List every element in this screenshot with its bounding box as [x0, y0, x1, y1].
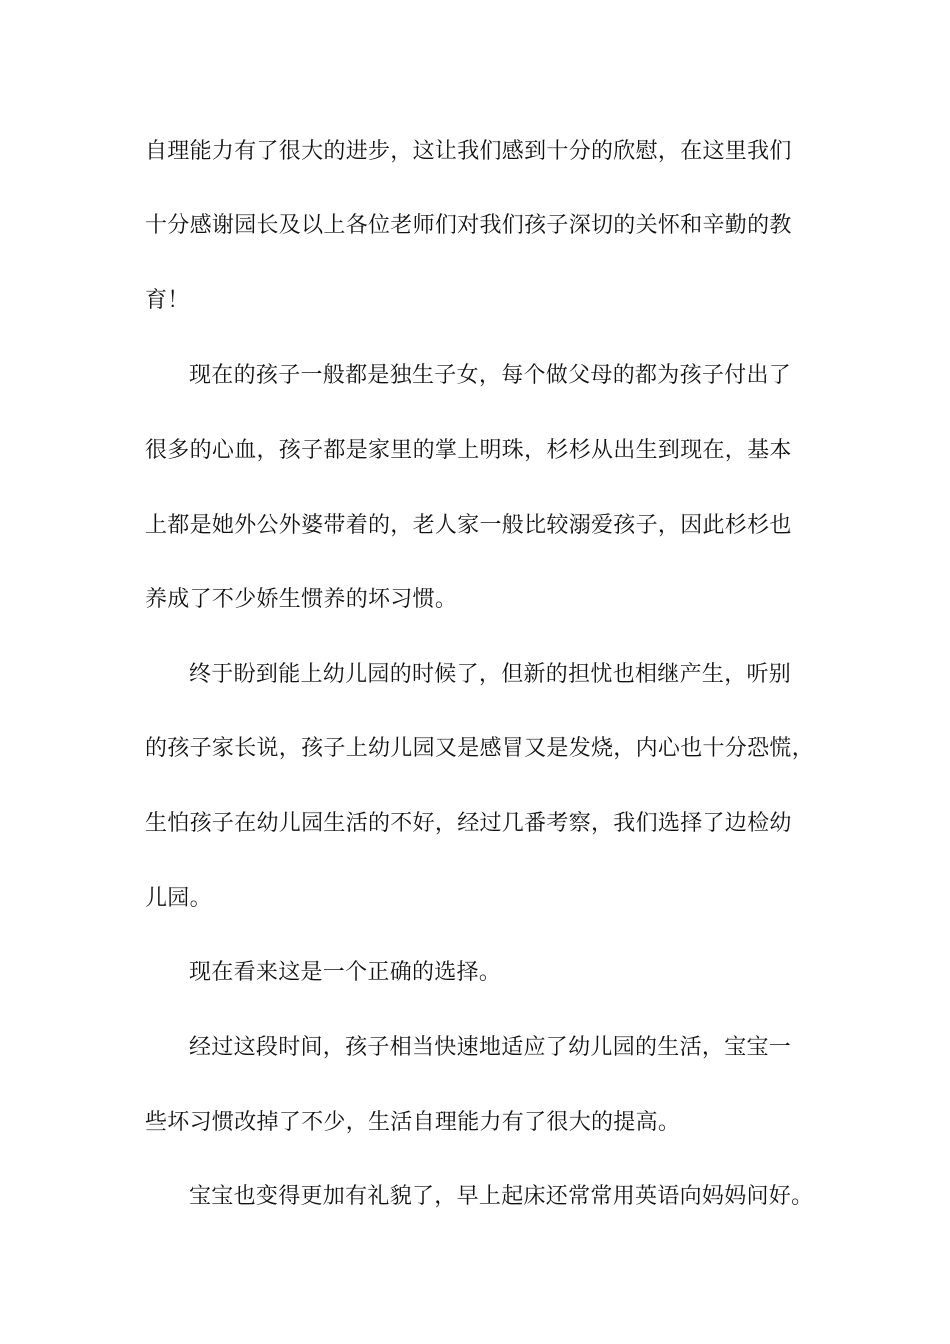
text-line: 育！ — [145, 288, 190, 313]
text-line: 自理能力有了很大的进步，这让我们感到十分的欣慰，在这里我们 — [145, 139, 792, 164]
text-line: 十分感谢园长及以上各位老师们对我们孩子深切的关怀和辛勤的教 — [145, 213, 792, 238]
text-line: 的孩子家长说，孩子上幼儿园又是感冒又是发烧，内心也十分恐慌， — [145, 736, 815, 761]
paragraph-first-line: 现在看来这是一个正确的选择。 — [189, 960, 502, 985]
text-line: 儿园。 — [145, 886, 212, 911]
text-line: 很多的心血，孩子都是家里的掌上明珠，杉杉从出生到现在，基本 — [145, 438, 792, 463]
paragraph-first-line: 经过这段时间，孩子相当快速地适应了幼儿园的生活，宝宝一 — [189, 1035, 792, 1060]
text-line: 养成了不少娇生惯养的坏习惯。 — [145, 587, 458, 612]
paragraph-first-line: 终于盼到能上幼儿园的时候了，但新的担忧也相继产生，听别 — [189, 662, 792, 687]
paragraph-first-line: 宝宝也变得更加有礼貌了，早上起床还常常用英语向妈妈问好。 — [189, 1184, 814, 1209]
paragraph-first-line: 现在的孩子一般都是独生子女，每个做父母的都为孩子付出了 — [189, 363, 792, 388]
text-line: 上都是她外公外婆带着的，老人家一般比较溺爱孩子，因此杉杉也 — [145, 513, 792, 538]
text-line: 生怕孩子在幼儿园生活的不好，经过几番考察，我们选择了边检幼 — [145, 811, 792, 836]
text-line: 些坏习惯改掉了不少，生活自理能力有了很大的提高。 — [145, 1110, 681, 1135]
